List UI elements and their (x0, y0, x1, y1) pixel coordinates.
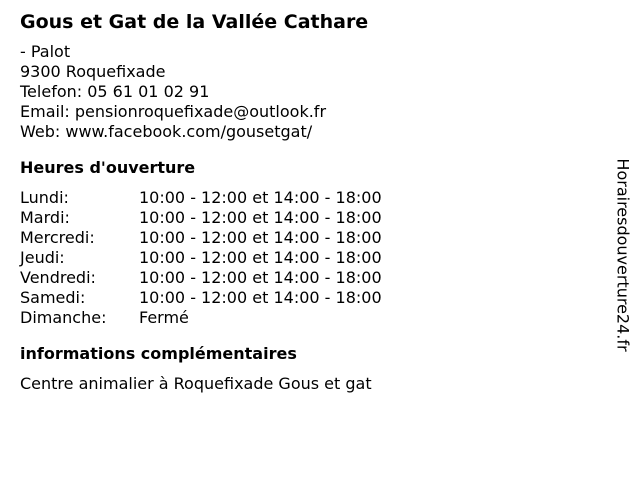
day-label: Lundi: (20, 188, 69, 207)
day-hours: 10:00 - 12:00 et 14:00 - 18:00 (139, 228, 382, 247)
day-label: Dimanche: (20, 308, 107, 327)
web-line: Web: www.facebook.com/gousetgat/ (20, 122, 313, 141)
address-line-2: 9300 Roquefixade (20, 62, 166, 81)
hours-row-sunday (20, 308, 600, 328)
day-hours: 10:00 - 12:00 et 14:00 - 18:00 (139, 188, 382, 207)
hours-row-tuesday (20, 208, 600, 228)
listing-page (20, 10, 600, 394)
day-label: Jeudi: (20, 248, 65, 267)
hours-heading: Heures d'ouverture (20, 158, 196, 177)
address-line-1: - Palot (20, 42, 71, 61)
day-hours: 10:00 - 12:00 et 14:00 - 18:00 (139, 268, 382, 287)
info-text: Centre animalier à Roquefixade Gous et gat (20, 374, 372, 393)
hours-row-thursday (20, 248, 600, 268)
day-hours: 10:00 - 12:00 et 14:00 - 18:00 (139, 288, 382, 307)
day-hours: 10:00 - 12:00 et 14:00 - 18:00 (139, 248, 382, 267)
phone-line: Telefon: 05 61 01 02 91 (20, 82, 210, 101)
day-label: Mercredi: (20, 228, 95, 247)
day-hours: Fermé (139, 308, 189, 327)
hours-table (20, 188, 600, 328)
hours-row-wednesday (20, 228, 600, 248)
day-hours: 10:00 - 12:00 et 14:00 - 18:00 (139, 208, 382, 227)
hours-row-friday (20, 268, 600, 288)
day-label: Samedi: (20, 288, 86, 307)
hours-row-saturday (20, 288, 600, 308)
day-label: Mardi: (20, 208, 70, 227)
email-line: Email: pensionroquefixade@outlook.fr (20, 102, 327, 121)
info-heading: informations complémentaires (20, 344, 297, 363)
hours-row-monday (20, 188, 600, 208)
site-watermark: Horairesdouverture24.fr (613, 158, 633, 352)
business-name: Gous et Gat de la Vallée Cathare (20, 11, 369, 33)
day-label: Vendredi: (20, 268, 96, 287)
